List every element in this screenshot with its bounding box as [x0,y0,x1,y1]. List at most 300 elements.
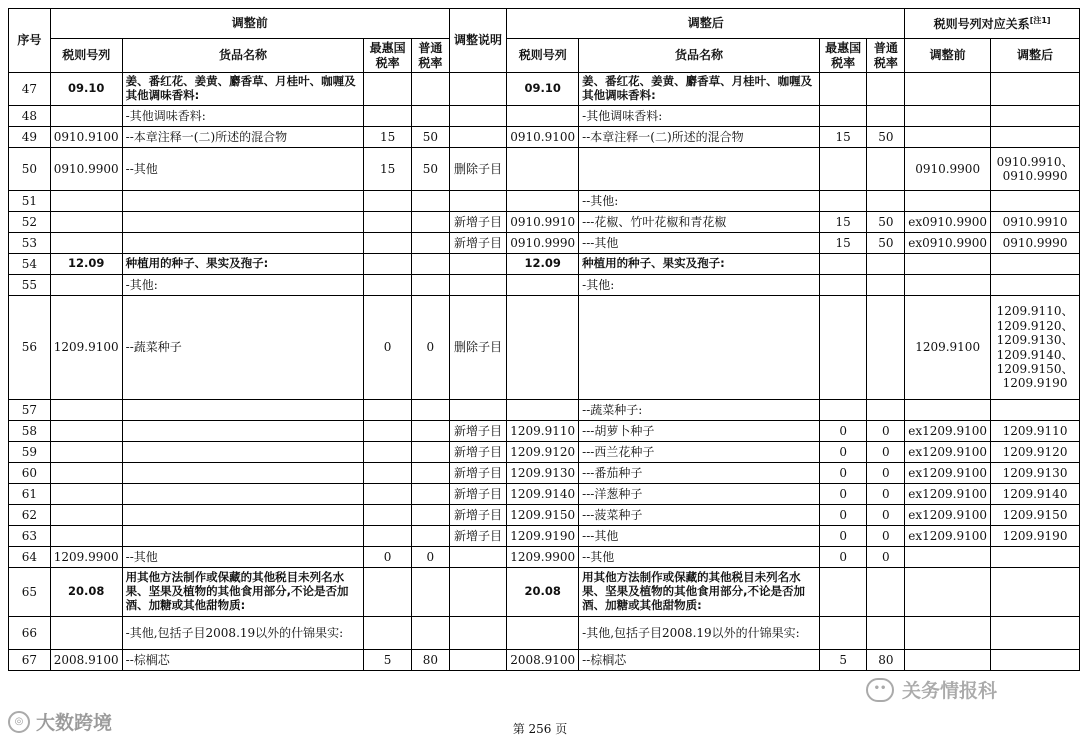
before-general-cell [411,526,449,547]
before-code-cell [50,617,122,650]
before-code-cell [50,484,122,505]
before-general-cell: 0 [411,296,449,400]
before-mfn-cell [364,233,412,254]
after-code-cell [507,617,579,650]
before-goods-cell: 用其他方法制作或保藏的其他税目未列名水果、坚果及植物的其他食用部分,不论是否加酒、加糖或其他甜物质: [122,568,364,617]
after-general-cell: 0 [867,421,905,442]
table-row [9,463,1080,484]
table-row [9,106,1080,127]
after-general-cell [867,148,905,191]
before-code-cell: 0910.9100 [50,127,122,148]
after-goods-header: 货品名称 [579,39,820,73]
before-mfn-cell: 5 [364,650,412,671]
seq-cell: 60 [9,463,51,484]
before-group-header: 调整前 [50,9,449,39]
after-mfn-cell [819,275,867,296]
before-general-cell [411,421,449,442]
after-goods-cell: --本章注释一(二)所述的混合物 [579,127,820,148]
note-cell: 删除子目 [449,296,507,400]
after-goods-cell: ---菠菜种子 [579,505,820,526]
map-after-cell: 1209.9140 [991,484,1080,505]
seq-cell: 56 [9,296,51,400]
table-row [9,400,1080,421]
map-after-cell: 0910.9990 [991,233,1080,254]
note-cell [449,106,507,127]
note-cell [449,191,507,212]
table-row [9,547,1080,568]
before-general-cell [411,484,449,505]
after-code-cell: 1209.9120 [507,442,579,463]
before-code-cell [50,191,122,212]
map-after-cell: 1209.9150 [991,505,1080,526]
seq-cell: 52 [9,212,51,233]
after-goods-cell: 种植用的种子、果实及孢子: [579,254,820,275]
after-mfn-cell [819,568,867,617]
before-mfn-cell: 15 [364,148,412,191]
after-code-cell: 1209.9140 [507,484,579,505]
after-code-cell: 20.08 [507,568,579,617]
after-mfn-cell [819,617,867,650]
map-before-cell [905,254,991,275]
before-code-cell: 2008.9100 [50,650,122,671]
before-general-cell: 80 [411,650,449,671]
after-mfn-cell: 0 [819,442,867,463]
note-cell [449,547,507,568]
map-before-cell: 1209.9100 [905,296,991,400]
note-cell: 新增子目 [449,442,507,463]
before-mfn-cell [364,275,412,296]
seq-cell: 63 [9,526,51,547]
seq-cell: 59 [9,442,51,463]
table-row [9,505,1080,526]
after-general-header: 普通税率 [867,39,905,73]
seq-cell: 49 [9,127,51,148]
after-goods-cell: ---其他 [579,233,820,254]
before-general-cell [411,463,449,484]
map-after-cell: 1209.9190 [991,526,1080,547]
after-goods-cell [579,148,820,191]
before-general-cell [411,73,449,106]
note-cell [449,617,507,650]
map-before-cell [905,191,991,212]
before-general-cell [411,254,449,275]
after-code-cell: 1209.9150 [507,505,579,526]
before-goods-cell [122,442,364,463]
seq-cell: 53 [9,233,51,254]
table-row [9,73,1080,106]
wechat-icon: •• [866,678,894,702]
before-general-cell: 50 [411,127,449,148]
after-goods-cell [579,296,820,400]
map-before-cell: ex1209.9100 [905,421,991,442]
before-code-cell: 20.08 [50,568,122,617]
after-goods-cell: -其他,包括子目2008.19以外的什锦果实: [579,617,820,650]
after-mfn-cell [819,296,867,400]
seq-cell: 48 [9,106,51,127]
after-mfn-header: 最惠国税率 [819,39,867,73]
seq-header: 序号 [9,9,51,73]
note-cell: 新增子目 [449,233,507,254]
map-after-cell: 1209.9110、1209.9120、1209.9130、1209.9140、1209.9150、1209.9190 [991,296,1080,400]
watermark-right-text: 关务情报科 [902,680,998,702]
after-goods-cell: --棕榈芯 [579,650,820,671]
note-cell [449,568,507,617]
map-after-cell: 1209.9120 [991,442,1080,463]
after-code-cell: 09.10 [507,73,579,106]
note-cell: 新增子目 [449,505,507,526]
after-general-cell: 80 [867,650,905,671]
after-code-cell [507,148,579,191]
table-row [9,254,1080,275]
before-code-cell [50,442,122,463]
after-code-cell [507,275,579,296]
after-code-cell [507,296,579,400]
table-row [9,442,1080,463]
before-mfn-cell: 15 [364,127,412,148]
note-cell [449,73,507,106]
before-code-cell [50,463,122,484]
watermark-left-text: 大数跨境 [36,712,113,734]
before-general-cell [411,617,449,650]
after-code-cell: 1209.9900 [507,547,579,568]
before-goods-cell: -其他: [122,275,364,296]
table-row [9,568,1080,617]
after-code-cell [507,106,579,127]
after-goods-cell: 姜、番红花、姜黄、麝香草、月桂叶、咖喱及其他调味香料: [579,73,820,106]
seq-cell: 64 [9,547,51,568]
before-mfn-cell [364,254,412,275]
page-number: 第 256 页 [512,722,568,736]
before-mfn-cell [364,421,412,442]
note-cell: 新增子目 [449,463,507,484]
after-general-cell [867,254,905,275]
after-mfn-cell [819,106,867,127]
map-before-cell [905,568,991,617]
brand-logo-icon: ◎ [8,711,30,733]
after-goods-cell: --蔬菜种子: [579,400,820,421]
after-mfn-cell [819,148,867,191]
after-code-cell [507,400,579,421]
before-code-cell [50,505,122,526]
after-mfn-cell: 15 [819,212,867,233]
note-cell [449,127,507,148]
after-general-cell: 50 [867,127,905,148]
after-general-cell [867,73,905,106]
before-general-cell [411,568,449,617]
before-goods-cell: --棕榈芯 [122,650,364,671]
after-mfn-cell: 15 [819,233,867,254]
before-goods-cell [122,505,364,526]
after-mfn-cell [819,400,867,421]
before-code-cell [50,421,122,442]
map-before-cell [905,617,991,650]
after-goods-cell: ---洋葱种子 [579,484,820,505]
before-mfn-cell [364,617,412,650]
table-row [9,617,1080,650]
map-after-cell: 0910.9910、0910.9990 [991,148,1080,191]
table-row [9,650,1080,671]
map-before-cell: ex1209.9100 [905,505,991,526]
table-row [9,296,1080,400]
watermark-right [866,676,997,703]
map-before-cell [905,547,991,568]
table-row [9,526,1080,547]
before-mfn-header: 最惠国税率 [364,39,412,73]
before-goods-cell [122,421,364,442]
before-general-cell [411,400,449,421]
table-row [9,421,1080,442]
table-row [9,212,1080,233]
before-general-header: 普通税率 [411,39,449,73]
before-general-cell: 0 [411,547,449,568]
after-group-header: 调整后 [507,9,905,39]
before-mfn-cell: 0 [364,547,412,568]
note-cell: 删除子目 [449,148,507,191]
map-after-cell [991,127,1080,148]
map-after-cell [991,106,1080,127]
after-code-cell: 0910.9910 [507,212,579,233]
after-goods-cell: -其他: [579,275,820,296]
map-after-cell: 1209.9110 [991,421,1080,442]
seq-cell: 65 [9,568,51,617]
after-code-cell: 1209.9190 [507,526,579,547]
map-before-cell: ex0910.9900 [905,212,991,233]
after-mfn-cell: 15 [819,127,867,148]
seq-cell: 61 [9,484,51,505]
table-header [9,9,1080,73]
before-general-cell [411,106,449,127]
after-goods-cell: --其他: [579,191,820,212]
after-general-cell: 0 [867,547,905,568]
before-goods-cell [122,484,364,505]
after-general-cell: 0 [867,442,905,463]
before-general-cell [411,233,449,254]
after-mfn-cell: 0 [819,421,867,442]
map-before-cell [905,127,991,148]
after-goods-cell: ---番茄种子 [579,463,820,484]
after-goods-cell: 用其他方法制作或保藏的其他税目未列名水果、坚果及植物的其他食用部分,不论是否加酒、加糖或其他甜物质: [579,568,820,617]
map-after-cell [991,275,1080,296]
after-general-cell: 50 [867,233,905,254]
after-code-header: 税则号列 [507,39,579,73]
after-general-cell: 0 [867,463,905,484]
map-before-cell: ex1209.9100 [905,463,991,484]
before-goods-cell [122,463,364,484]
map-before-cell [905,73,991,106]
note-header: 调整说明 [449,9,507,73]
after-general-cell: 50 [867,212,905,233]
before-general-cell: 50 [411,148,449,191]
map-after-cell: 1209.9130 [991,463,1080,484]
after-general-cell: 0 [867,526,905,547]
note-cell [449,400,507,421]
after-mfn-cell: 0 [819,484,867,505]
after-goods-cell: ---花椒、竹叶花椒和青花椒 [579,212,820,233]
before-code-cell [50,400,122,421]
before-general-cell [411,505,449,526]
map-before-cell [905,650,991,671]
before-general-cell [411,212,449,233]
note-cell [449,275,507,296]
table-row [9,148,1080,191]
before-code-cell [50,106,122,127]
note-cell [449,254,507,275]
table-row [9,484,1080,505]
map-after-cell [991,191,1080,212]
before-mfn-cell [364,191,412,212]
after-general-cell [867,568,905,617]
seq-cell: 50 [9,148,51,191]
map-before-cell: ex1209.9100 [905,442,991,463]
table-row [9,275,1080,296]
after-code-cell [507,191,579,212]
map-after-cell: 0910.9910 [991,212,1080,233]
after-code-cell: 0910.9100 [507,127,579,148]
before-general-cell [411,191,449,212]
map-before-cell: 0910.9900 [905,148,991,191]
before-general-cell [411,275,449,296]
after-mfn-cell [819,73,867,106]
after-mfn-cell: 5 [819,650,867,671]
table-body [9,73,1080,671]
before-mfn-cell [364,442,412,463]
before-goods-cell: -其他,包括子目2008.19以外的什锦果实: [122,617,364,650]
after-goods-cell: --其他 [579,547,820,568]
note-cell [449,650,507,671]
seq-cell: 66 [9,617,51,650]
map-after-cell [991,73,1080,106]
seq-cell: 62 [9,505,51,526]
map-before-header: 调整前 [905,39,991,73]
after-mfn-cell [819,254,867,275]
after-goods-cell: -其他调味香料: [579,106,820,127]
before-mfn-cell [364,484,412,505]
seq-cell: 58 [9,421,51,442]
after-general-cell: 0 [867,484,905,505]
before-code-cell: 09.10 [50,73,122,106]
mapping-group-header [905,9,1080,39]
seq-cell: 51 [9,191,51,212]
table-row [9,233,1080,254]
map-after-cell [991,547,1080,568]
before-goods-cell [122,212,364,233]
before-mfn-cell [364,212,412,233]
before-mfn-cell [364,526,412,547]
after-goods-cell: ---其他 [579,526,820,547]
after-code-cell: 0910.9990 [507,233,579,254]
before-mfn-cell [364,400,412,421]
note-cell: 新增子目 [449,484,507,505]
map-before-cell [905,275,991,296]
map-after-header: 调整后 [991,39,1080,73]
after-goods-cell: ---胡萝卜种子 [579,421,820,442]
table-row [9,127,1080,148]
before-code-cell: 12.09 [50,254,122,275]
before-goods-cell: 姜、番红花、姜黄、麝香草、月桂叶、咖喱及其他调味香料: [122,73,364,106]
before-mfn-cell [364,73,412,106]
before-code-header: 税则号列 [50,39,122,73]
before-general-cell [411,442,449,463]
note-cell: 新增子目 [449,212,507,233]
map-before-cell [905,400,991,421]
after-mfn-cell: 0 [819,505,867,526]
before-mfn-cell [364,505,412,526]
seq-cell: 47 [9,73,51,106]
seq-cell: 57 [9,400,51,421]
mapping-group-title: 税则号列对应关系 [933,16,1030,31]
after-code-cell: 2008.9100 [507,650,579,671]
before-goods-cell: -其他调味香料: [122,106,364,127]
before-goods-cell [122,191,364,212]
before-goods-cell: --蔬菜种子 [122,296,364,400]
map-after-cell [991,650,1080,671]
before-mfn-cell [364,568,412,617]
map-after-cell [991,400,1080,421]
seq-cell: 55 [9,275,51,296]
after-general-cell: 0 [867,505,905,526]
watermark-left [8,708,112,735]
seq-cell: 67 [9,650,51,671]
map-before-cell: ex1209.9100 [905,526,991,547]
map-after-cell [991,568,1080,617]
before-goods-cell [122,233,364,254]
after-mfn-cell: 0 [819,547,867,568]
after-mfn-cell: 0 [819,526,867,547]
after-general-cell [867,275,905,296]
after-general-cell [867,296,905,400]
after-general-cell [867,191,905,212]
before-mfn-cell: 0 [364,296,412,400]
after-goods-cell: ---西兰花种子 [579,442,820,463]
before-code-cell: 0910.9900 [50,148,122,191]
before-goods-cell: --其他 [122,547,364,568]
mapping-footnote-ref: [注1] [1029,15,1051,25]
before-goods-header: 货品名称 [122,39,364,73]
before-mfn-cell [364,463,412,484]
note-cell: 新增子目 [449,526,507,547]
before-goods-cell: --本章注释一(二)所述的混合物 [122,127,364,148]
map-before-cell: ex1209.9100 [905,484,991,505]
before-code-cell: 1209.9900 [50,547,122,568]
map-after-cell [991,617,1080,650]
before-code-cell [50,526,122,547]
after-mfn-cell: 0 [819,463,867,484]
before-goods-cell: 种植用的种子、果实及孢子: [122,254,364,275]
after-code-cell: 12.09 [507,254,579,275]
after-code-cell: 1209.9130 [507,463,579,484]
note-cell: 新增子目 [449,421,507,442]
before-code-cell [50,212,122,233]
after-code-cell: 1209.9110 [507,421,579,442]
after-mfn-cell [819,191,867,212]
before-code-cell: 1209.9100 [50,296,122,400]
before-code-cell [50,275,122,296]
table-row [9,191,1080,212]
after-general-cell [867,400,905,421]
map-after-cell [991,254,1080,275]
seq-cell: 54 [9,254,51,275]
before-goods-cell [122,400,364,421]
before-goods-cell: --其他 [122,148,364,191]
before-goods-cell [122,526,364,547]
before-mfn-cell [364,106,412,127]
before-code-cell [50,233,122,254]
map-before-cell [905,106,991,127]
tariff-adjustment-table [8,8,1080,671]
after-general-cell [867,106,905,127]
map-before-cell: ex0910.9900 [905,233,991,254]
after-general-cell [867,617,905,650]
